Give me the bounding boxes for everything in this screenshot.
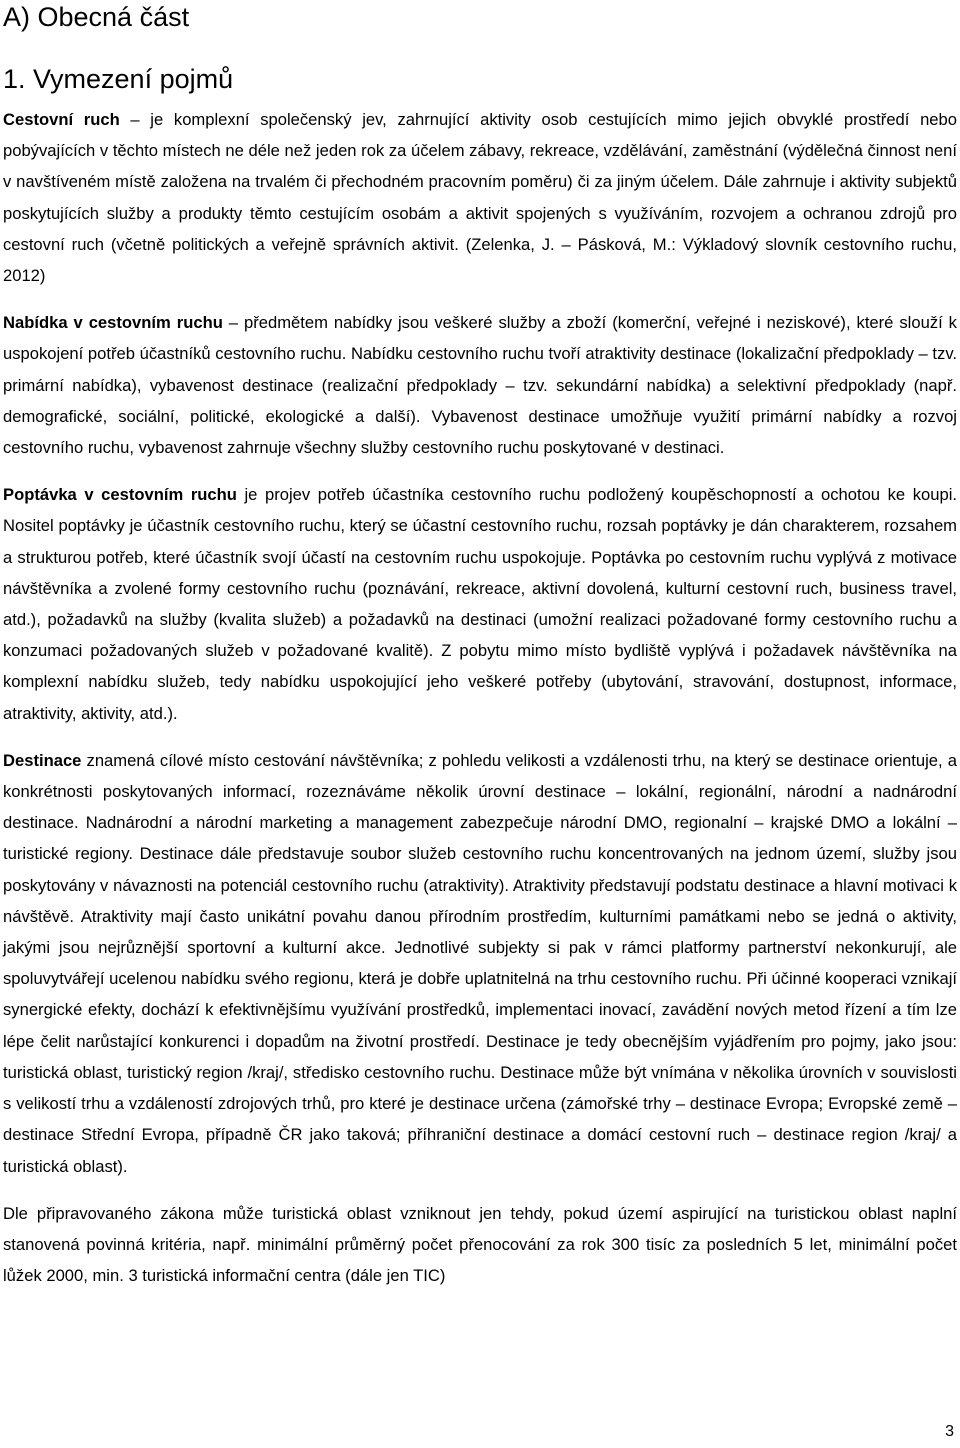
term-nabidka: Nabídka v cestovním ruchu [3,313,223,333]
term-cestovni-ruch: Cestovní ruch [3,110,120,129]
paragraph-text: znamená cílové místo cestování návštěvníka; z pohledu velikosti a vzdálenosti trhu, na který se destinace orientuje, a konkrétnosti poskytovaných informací, rozeznáváme několik úrovní destinace – lokální, regionální, národní a nadnárodní destinace. Nadnárodní a národní marketing a management zabezpečuje národní DMO, regionalní – krajské DMO a lokální – turistické regiony. Destinace dále představuje soubor služeb cestovního ruchu koncentrovaných na jednom území, služby jsou poskytovány v návaznosti na potenciál cestovního ruchu (atraktivity). Atraktivity představují podstatu destinace a hlavní motivaci k návštěvě. Atraktivity mají často unikátní povahu danou přírodním prostředím, kulturními památkami nebo se jedná o aktivity, jakými jsou nejrůznější sportovní a kulturní akce. Jednotlivé subjekty si pak v rámci platformy partnerství nekonkurují, ale spoluvytvářejí ucelenou nabídku svého regionu, která je dobře uplatnitelná na trhu cestovního ruchu. Při účinné kooperaci vznikají synergické efekty, dochází k efektivnějšímu využívání prostředků, implementaci inovací, zavádění nových metod řízení a tím lze lépe čelit narůstající konkurenci i dopadům na životní prostředí. Destinace je tedy obecnějším vyjádřením pro pojmy, jako jsou: turistická oblast, turistický region /kraj/, středisko cestovního ruchu. Destinace může být vnímána v několika úrovních v souvislosti s velikostí trhu a vzdáleností zdrojových trhů, pro které je destinace určena (zámořské trhy – destinace Evropa; Evropské země – destinace Střední Evropa, případně ČR jako taková; příhraniční destinace a domácí cestovní ruch – destinace region /kraj/ a turistická oblast). [3,750,957,1176]
term-destinace: Destinace [3,750,82,770]
part-heading: A) Obecná část [3,2,190,32]
paragraph-cestovni-ruch [3,104,957,291]
paragraph-destinace [3,745,957,1182]
paragraph-text: – je komplexní společenský jev, zahrnující aktivity osob cestujících mimo jejich obvyklé prostředí nebo pobývajících v těchto místech ne déle než jeden rok za účelem zábavy, rekreace, vzdělávání, zaměstnání (výdělečná činnost není v navštíveném místě založena na trvalém či přechodném pracovním poměru) či za jiným účelem. Dále zahrnuje i aktivity subjektů poskytujících služby a produkty těmto cestujícím osobám a aktivit spojených s využíváním, rozvojem a ochranou zdrojů pro cestovní ruch (včetně politických a veřejně správních aktivit. (Zelenka, J. – Pásková, M.: Výkladový slovník cestovního ruchu, 2012) [3,110,957,286]
paragraph-text: – předmětem nabídky jsou veškeré služby a zboží (komerční, veřejné i neziskové), které slouží k uspokojení potřeb účastníků cestovního ruchu. Nabídku cestovního ruchu tvoří atraktivity destinace (lokalizační předpoklady – tzv. primární nabídka), vybavenost destinace (realizační předpoklady – tzv. sekundární nabídka) a selektivní předpoklady (např. demografické, sociální, politické, ekologické a další). Vybavenost destinace umožňuje využití primární nabídky a rozvoj cestovního ruchu, vybavenost zahrnuje všechny služby cestovního ruchu poskytované v destinaci. [3,313,957,458]
paragraph-text: je projev potřeb účastníka cestovního ruchu podložený koupěschopností a ochotou ke koupi. Nositel poptávky je účastník cestovního ruchu, který se účastní cestovního ruchu, rozsah poptávky je dán charakterem, rozsahem a strukturou potřeb, které účastník svojí účastí na cestovním ruchu uspokojuje. Poptávka po cestovním ruchu vyplývá z motivace návštěvníka a zvolené formy cestovního ruchu (poznávání, rekreace, aktivní dovolená, kulturní cestovní ruch, business travel, atd.), požadavků na služby (kvalita služeb) a požadavků na destinaci (umožní realizaci požadované formy cestovního ruchu a konzumaci požadovaných služeb v požadované kvalitě). Z pobytu mimo místo bydliště vyplývá i požadavek návštěvníka na komplexní nabídku služeb, tedy nabídku uspokojující jeho veškeré potřeby (ubytování, stravování, dostupnost, informace, atraktivity, aktivity, atd.). [3,485,957,723]
page-number: 3 [945,1423,954,1440]
paragraph-text: Dle připravovaného zákona může turistická oblast vzniknout jen tehdy, pokud území aspirující na turistickou oblast naplní stanovená povinná kritéria, např. minimální průměrný počet přenocování za rok 300 tisíc za posledních 5 let, minimální počet lůžek 2000, min. 3 turistická informační centra (dále jen TIC) [3,1203,957,1286]
term-poptavka: Poptávka v cestovním ruchu [3,485,237,505]
paragraph-zakon [3,1198,957,1292]
paragraph-poptavka [3,479,957,729]
paragraph-nabidka [3,307,957,463]
section-heading: 1. Vymezení pojmů [3,64,234,94]
body-text [3,104,957,1291]
